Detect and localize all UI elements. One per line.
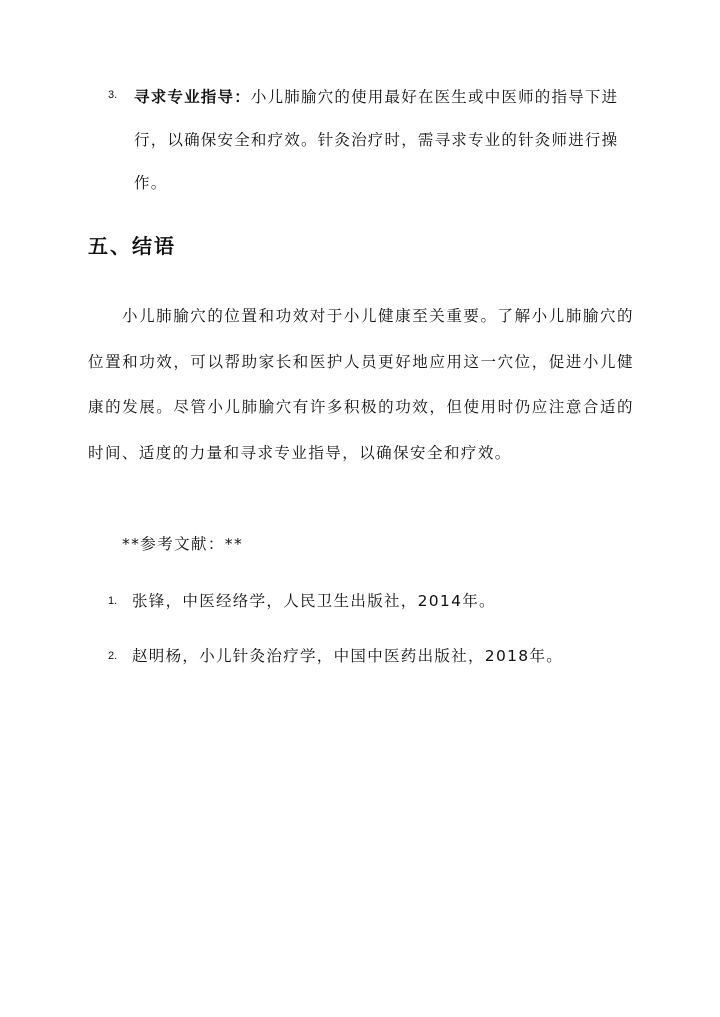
reference-text: 赵明杨，小儿针灸治疗学，中国中医药出版社，2018年。 [132, 647, 564, 665]
reference-number: 2. [108, 650, 118, 662]
references-heading: **参考文献：** [122, 535, 244, 553]
list-item-text: 小儿肺腧穴的使用最好在医生或中医师的指导下进行，以确保安全和疗效。针灸治疗时，需寻求专业的针灸师进行操作。 [134, 88, 619, 192]
list-item-body [134, 76, 638, 205]
reference-number: 1. [108, 595, 118, 607]
list-item-lead: 寻求专业指导： [134, 88, 251, 106]
reference-item-2 [108, 639, 648, 673]
list-number: 3. [108, 89, 118, 101]
reference-item-1 [108, 584, 648, 618]
conclusion-paragraph: 小儿肺腧穴的位置和功效对于小儿健康至关重要。了解小儿肺腧穴的位置和功效，可以帮助家长和医护人员更好地应用这一穴位，促进小儿健康的发展。尽管小儿肺腧穴有许多积极的功效，但使用时仍应注意合适的时间、适度的力量和寻求专业指导，以确保安全和疗效。 [88, 307, 634, 462]
list-item-3 [108, 76, 638, 205]
section-heading: 五、结语 [88, 234, 176, 258]
reference-text: 张锋，中医经络学，人民卫生出版社，2014年。 [132, 592, 496, 610]
